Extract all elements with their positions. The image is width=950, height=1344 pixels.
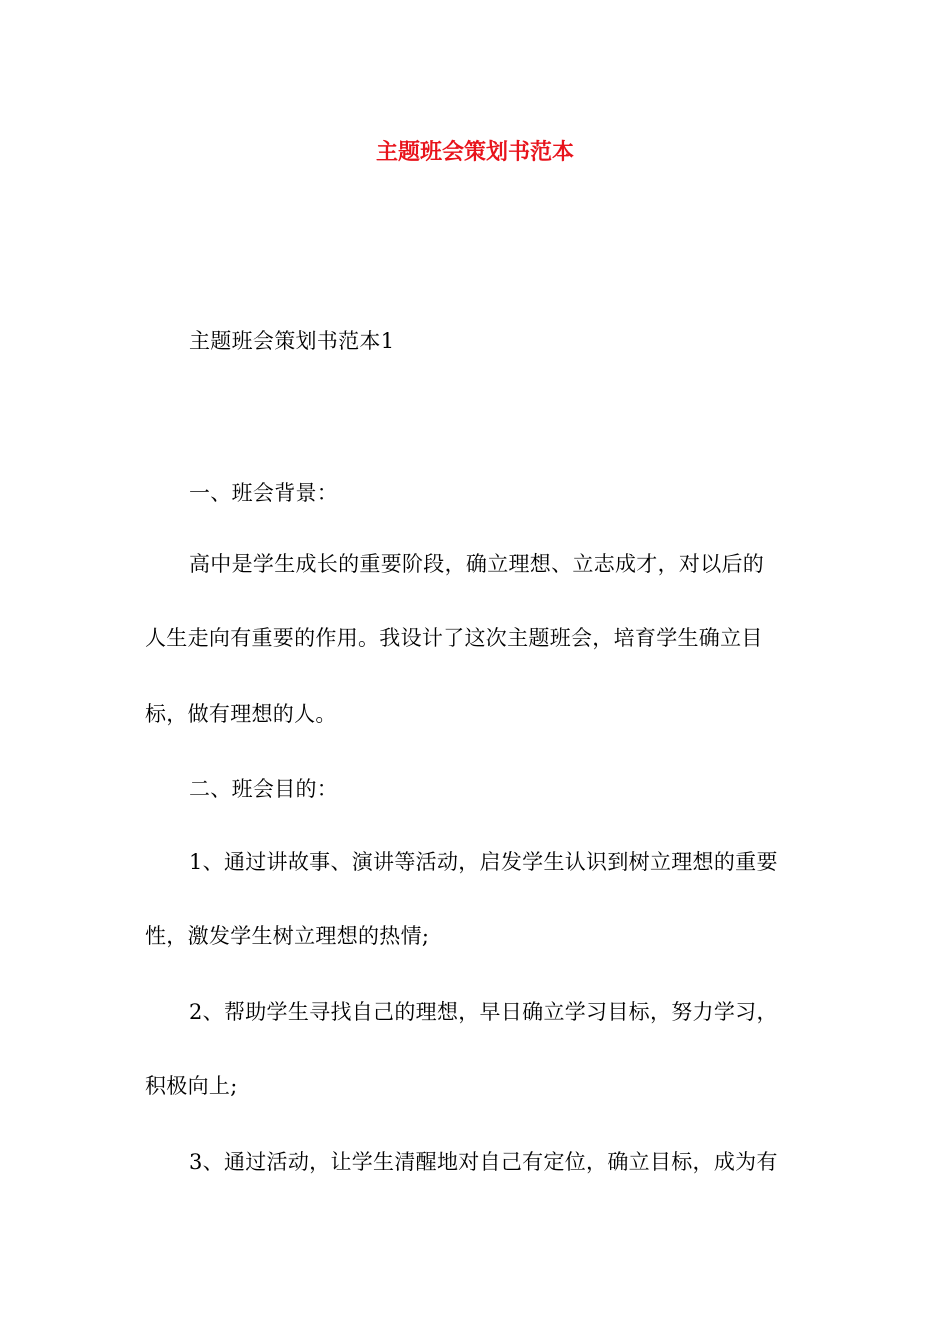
list-item-line: 3、通过活动，让学生清醒地对自己有定位，确立目标，成为有 bbox=[189, 1150, 778, 1174]
document-title: 主题班会策划书范本 bbox=[375, 139, 574, 165]
paragraph-heading: 一、班会背景： bbox=[189, 481, 339, 505]
paragraph-line: 标，做有理想的人。 bbox=[145, 702, 337, 726]
list-item-line: 积极向上; bbox=[145, 1074, 238, 1098]
list-item-line: 性，激发学生树立理想的热情; bbox=[145, 924, 430, 948]
paragraph-line: 高中是学生成长的重要阶段，确立理想、立志成才，对以后的 bbox=[189, 552, 765, 576]
paragraph-heading: 二、班会目的： bbox=[189, 777, 339, 801]
list-item-line: 1、通过讲故事、演讲等活动，启发学生认识到树立理想的重要 bbox=[189, 850, 778, 874]
list-item-line: 2、帮助学生寻找自己的理想，早日确立学习目标，努力学习， bbox=[189, 1000, 778, 1024]
section-heading: 主题班会策划书范本1 bbox=[189, 329, 395, 353]
paragraph-line: 人生走向有重要的作用。我设计了这次主题班会，培育学生确立目 bbox=[145, 626, 763, 650]
